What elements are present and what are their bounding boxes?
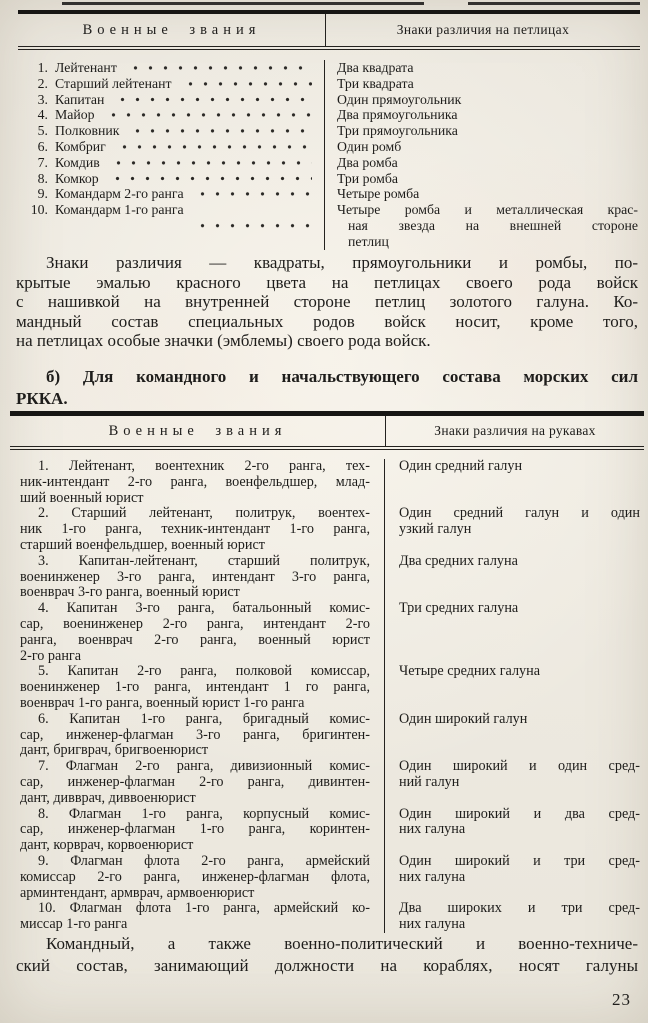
row-number: 7. — [37, 154, 48, 170]
rank-line: старший военфельдшер, военный юрист — [20, 536, 265, 553]
rank-name: Комкор — [55, 170, 99, 186]
rank-line: дант, дивврач, диввоенюрист — [20, 789, 196, 806]
table-row — [10, 807, 644, 854]
ranks-column-header: Военные звания — [18, 14, 326, 46]
table-row — [10, 854, 644, 901]
rank-cell — [10, 664, 385, 711]
rank-line: военврач 3-го ранга, военный юрист — [20, 584, 240, 601]
insignia-cell — [325, 139, 640, 155]
rank-line: 1. Лейтенант, воентехник 2-го ранга, тех- — [38, 458, 370, 474]
rank-name: Комдив — [55, 154, 100, 170]
row-number: 9. — [37, 186, 48, 202]
table-row — [18, 107, 640, 123]
row-number: 2. — [37, 75, 48, 91]
dot-leader-icon — [181, 76, 312, 92]
rank-cell — [10, 601, 385, 664]
rank-cell — [10, 459, 385, 506]
rank-line: 10. Флагман флота 1-го ранга, армейский ко- — [38, 900, 370, 917]
table-row — [18, 123, 640, 139]
paragraph-line: с нашивкой на внутренней стороне петлиц золотого галуна. Ко- — [16, 292, 638, 312]
table-row — [10, 664, 644, 711]
insignia-cell — [325, 123, 640, 139]
rank-cell — [18, 107, 325, 123]
dot-leader-icon — [193, 202, 312, 249]
insignia-column-header: Знаки различия на петлицах — [396, 22, 570, 37]
paragraph-line: ский состав, занимающий должности на кораблях, носят галуны — [16, 955, 638, 975]
insignia-line: Один широкий и три сред- — [399, 852, 640, 869]
rank-line: ник-интендант 2-го ранга, военфельдшер, млад- — [20, 473, 370, 490]
insignia-line: них галуна — [399, 821, 466, 838]
rank-cell — [18, 123, 325, 139]
insignia-cell — [325, 76, 640, 92]
rank-name: Командарм 1-го ранга — [55, 202, 184, 218]
table-row — [18, 139, 640, 155]
table-row — [18, 186, 640, 202]
rukava-table — [10, 411, 644, 933]
insignia-cell — [385, 664, 644, 711]
rank-line: сар, инженер-флагман 3-го ранга, бригинтен- — [20, 726, 370, 743]
row-number: 10. — [30, 202, 48, 218]
dot-leader-icon — [113, 92, 312, 108]
paragraph-line: крытые эмалью красного цвета на петлицах своего рода войск — [16, 272, 638, 292]
insignia-line: Один широкий и один сред- — [399, 758, 640, 775]
rank-line: военинженер 1-го ранга, интендант 1 го ранга, — [20, 679, 370, 696]
rank-cell — [10, 506, 385, 553]
row-number: 5. — [37, 123, 48, 139]
insignia-line: них галуна — [399, 868, 466, 885]
rank-name: Капитан — [55, 91, 105, 107]
insignia-cell — [325, 92, 640, 108]
insignia-line: ний галун — [399, 773, 460, 790]
paragraph-line: РККА. — [16, 389, 68, 408]
rank-line: 8. Флагман 1-го ранга, корпусный комис- — [38, 805, 370, 822]
komandny-paragraph — [16, 933, 638, 976]
dot-leader-icon — [128, 123, 312, 139]
insignia-cell — [385, 459, 644, 506]
rank-name: Командарм 2-го ранга — [55, 186, 184, 202]
rank-line: 2-го ранга — [20, 647, 82, 664]
rukava-table-header — [10, 416, 644, 446]
paragraph-line: на петлицах особые значки (эмблемы) своего рода войск. — [16, 331, 431, 351]
rank-line: ник 1-го ранга, техник-интендант 1-го ранга, — [20, 521, 370, 538]
table-row — [10, 459, 644, 506]
row-number: 4. — [37, 107, 48, 123]
paragraph-line: Командный, а также военно-политический и военно-техниче- — [46, 934, 638, 953]
paragraph-line: Знаки различия — квадраты, прямоугольники и ромбы, по- — [46, 253, 638, 272]
section-b-heading — [16, 366, 638, 410]
rank-line: сар, инженер-флагман 2-го ранга, дивинтен- — [20, 773, 370, 790]
rank-cell — [10, 854, 385, 901]
insignia-cell — [325, 171, 640, 187]
table-row — [18, 92, 640, 108]
rank-line: дант, корврач, корвоенюрист — [20, 837, 194, 854]
insignia-cell — [325, 202, 640, 249]
znaki-paragraph — [16, 253, 638, 351]
rank-name: Комбриг — [55, 138, 106, 154]
rank-line: ший военный юрист — [20, 489, 144, 506]
insignia-cell — [325, 155, 640, 171]
paragraph-line: мандный состав специальных родов войск носит, кроме того, — [16, 311, 638, 331]
table-row — [18, 171, 640, 187]
insignia-line: Один широкий галун — [399, 710, 528, 727]
petlitsy-table-body — [18, 50, 640, 250]
rank-line: сар, инженер-флагман 1-го ранга, коринтен- — [20, 821, 370, 838]
rank-line: арминтендант, армврач, армвоенюрист — [20, 884, 255, 901]
table-row — [18, 155, 640, 171]
rank-cell — [10, 554, 385, 601]
rank-line: 7. Флагман 2-го ранга, дивизионный комис- — [38, 758, 370, 775]
table-row — [18, 60, 640, 76]
rank-cell — [18, 155, 325, 171]
table-row — [10, 712, 644, 759]
dot-leader-icon — [108, 171, 312, 187]
row-number: 8. — [37, 170, 48, 186]
ranks-column-header: Военные звания — [10, 416, 386, 446]
insignia-cell — [325, 60, 640, 76]
rank-cell — [10, 807, 385, 854]
insignia-cell — [325, 107, 640, 123]
insignia-line: ная звезда на внешней стороне — [348, 217, 638, 233]
insignia-line: Один широкий и два сред- — [399, 805, 640, 822]
rank-line: ранга, военврач 2-го ранга, военный юрист — [20, 631, 370, 648]
insignia-line: Четыре ромба — [337, 186, 420, 202]
rank-line: сар, военинженер 2-го ранга, интендант 2-го — [20, 615, 370, 632]
row-number: 3. — [37, 91, 48, 107]
dot-leader-icon — [193, 186, 312, 202]
insignia-line: Три прямоугольника — [337, 123, 458, 139]
rank-cell — [18, 76, 325, 92]
row-number: 1. — [37, 60, 48, 75]
insignia-cell — [385, 854, 644, 901]
rank-cell — [18, 186, 325, 202]
rank-name: Лейтенант — [55, 60, 117, 75]
insignia-line: петлиц — [348, 233, 389, 249]
rank-cell — [18, 202, 325, 249]
dot-leader-icon — [109, 155, 312, 171]
rank-cell — [10, 712, 385, 759]
dot-leader-icon — [115, 139, 312, 155]
rank-cell — [10, 759, 385, 806]
dot-leader-icon — [104, 107, 312, 123]
insignia-line: Один средний галун — [399, 458, 523, 474]
rank-cell — [10, 901, 385, 933]
insignia-line: Два средних галуна — [399, 552, 518, 569]
rank-line: военинженер 3-го ранга, интендант 3-го ранга, — [20, 568, 370, 585]
insignia-line: Три квадрата — [337, 75, 414, 91]
rukava-table-body — [10, 450, 644, 933]
rank-line: комиссар 2-го ранга, инженер-флагман флота, — [20, 868, 370, 885]
insignia-line: Два ромба — [337, 154, 398, 170]
insignia-cell — [385, 554, 644, 601]
row-number: 6. — [37, 138, 48, 154]
rank-cell — [18, 171, 325, 187]
petlitsy-table — [18, 10, 640, 250]
paragraph-line: б) Для командного и начальствующего состава морских сил — [46, 367, 638, 386]
petlitsy-table-header — [18, 14, 640, 46]
table-row — [10, 554, 644, 601]
insignia-line: Один средний галун и один — [399, 505, 640, 522]
rank-line: 4. Капитан 3-го ранга, батальонный комис- — [38, 600, 370, 617]
page-number: 23 — [612, 990, 631, 1009]
rank-line: 6. Капитан 1-го ранга, бригадный комис- — [38, 710, 370, 727]
rank-cell — [18, 139, 325, 155]
table-row — [18, 202, 640, 249]
rank-cell — [18, 60, 325, 76]
insignia-line: Один прямоугольник — [337, 91, 462, 107]
table-row — [18, 76, 640, 92]
rank-line: миссар 1-го ранга — [20, 916, 128, 933]
scan-artifact-line — [62, 2, 424, 5]
insignia-cell — [385, 807, 644, 854]
insignia-line: Три средних галуна — [399, 600, 519, 617]
insignia-line: Два квадрата — [337, 60, 414, 75]
insignia-cell — [385, 601, 644, 664]
insignia-line: них галуна — [399, 916, 466, 933]
table-row — [10, 601, 644, 664]
rank-line: военврач 1-го ранга, военный юрист 1-го ранга — [20, 694, 305, 711]
rank-name: Полковник — [55, 123, 120, 139]
table-row — [10, 759, 644, 806]
insignia-line: Два прямоугольника — [337, 107, 458, 123]
rank-line: 2. Старший лейтенант, политрук, воентех- — [38, 505, 370, 522]
rank-name: Майор — [55, 107, 95, 123]
insignia-column-header: Знаки различия на рукавах — [434, 423, 596, 438]
rank-name: Старший лейтенант — [55, 75, 172, 91]
rank-cell — [18, 92, 325, 108]
insignia-line: узкий галун — [399, 521, 472, 538]
insignia-line: Четыре ромба и металлическая крас- — [337, 202, 638, 218]
rank-line: дант, бригврач, бригвоенюрист — [20, 742, 209, 759]
insignia-line: Два широких и три сред- — [399, 900, 640, 917]
insignia-line: Один ромб — [337, 138, 402, 154]
rank-line: 9. Флагман флота 2-го ранга, армейский — [38, 852, 370, 869]
insignia-cell — [385, 712, 644, 759]
rank-line: 5. Капитан 2-го ранга, полковой комиссар, — [38, 663, 370, 680]
insignia-cell — [325, 186, 640, 202]
rank-line: 3. Капитан-лейтенант, старший политрук, — [38, 552, 370, 569]
table-row — [10, 901, 644, 933]
insignia-cell — [385, 901, 644, 933]
scan-artifact-line — [468, 2, 640, 5]
dot-leader-icon — [126, 60, 312, 76]
insignia-cell — [385, 506, 644, 553]
insignia-cell — [385, 759, 644, 806]
insignia-line: Три ромба — [337, 170, 399, 186]
insignia-line: Четыре средних галуна — [399, 663, 541, 680]
table-row — [10, 506, 644, 553]
